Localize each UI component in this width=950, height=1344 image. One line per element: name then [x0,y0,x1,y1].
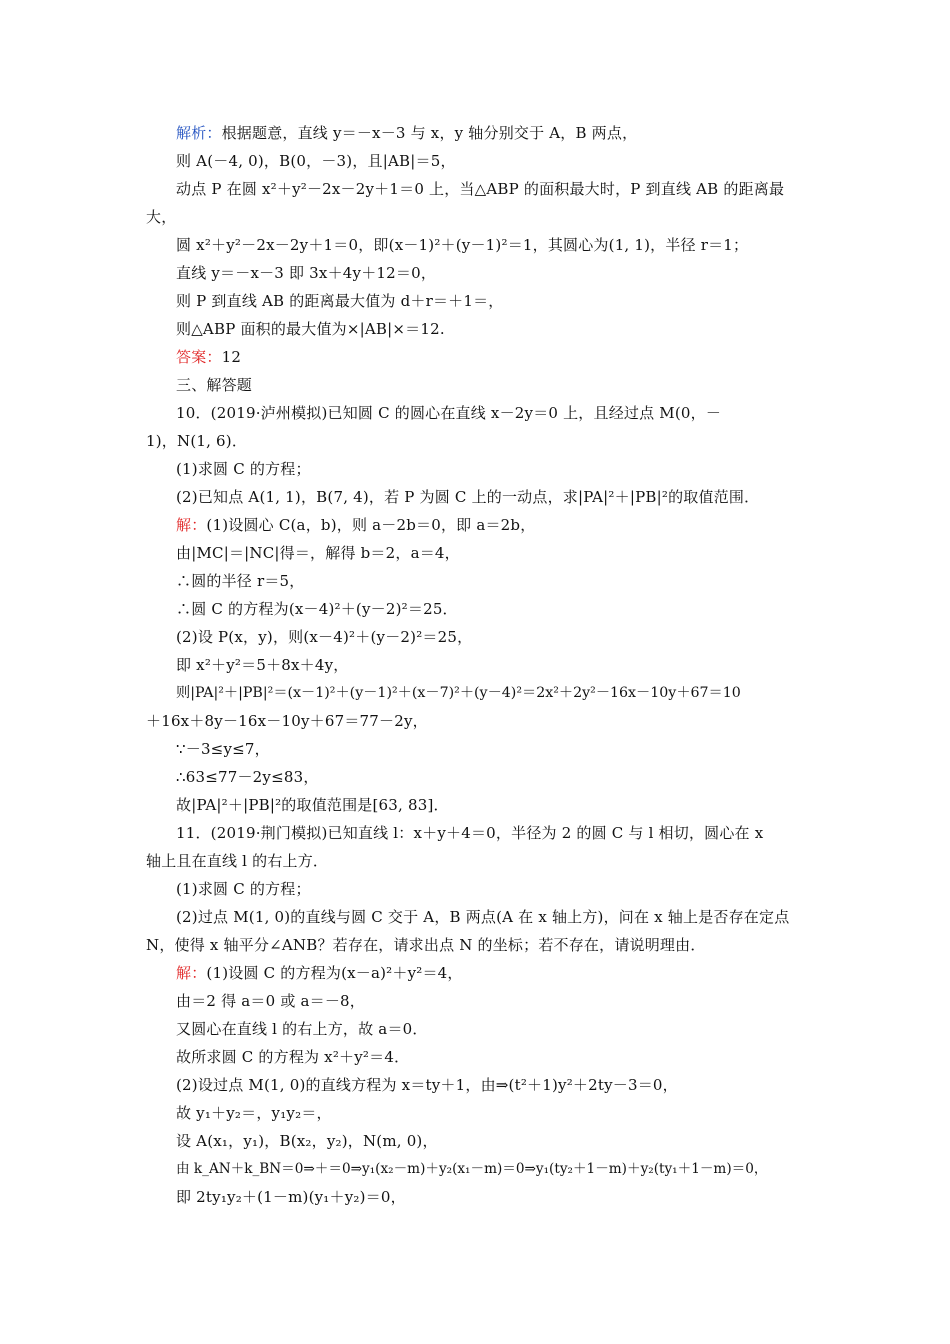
text-line: 即 2ty₁y₂＋(1－m)(y₁＋y₂)＝0， [176,1188,406,1206]
text-line: (1)求圆 C 的方程； [176,880,311,898]
section-heading: 三、解答题 [176,376,253,394]
text-line: 动点 P 在圆 x²＋y²－2x－2y＋1＝0 上，当△ABP 的面积最大时，P 到直线 AB 的距离最 [176,180,785,198]
text-line: 由|MC|＝|NC|得＝，解得 b＝2，a＝4， [176,544,460,562]
solution-line: 解：(1)设圆心 C(a，b)，则 a－2b＝0，即 a＝2b， [176,516,536,534]
answer-line: 答案：12 [176,348,242,366]
text-line: 圆 x²＋y²－2x－2y＋1＝0，即(x－1)²＋(y－1)²＝1，其圆心为(1, 1)，半径 r＝1； [176,236,749,254]
text-line: 则 P 到直线 AB 的距离最大值为 d＋r＝＋1＝， [176,292,504,310]
text-line: 设 A(x₁，y₁)，B(x₂，y₂)，N(m, 0)， [176,1132,438,1150]
text-line: 则 A(－4, 0)，B(0，－3)，且|AB|＝5， [176,152,456,170]
text-line: N，使得 x 轴平分∠ANB？若存在，请求出点 N 的坐标；若不存在，请说明理由． [146,936,706,954]
text-line: 即 x²＋y²＝5＋8x＋4y， [176,656,349,674]
text-line: 大， [146,208,177,226]
text-line: 故|PA|²＋|PB|²的取值范围是[63, 83]． [176,796,449,814]
text-line: 直线 y＝－x－3 即 3x＋4y＋12＝0， [176,264,437,282]
text-line: 由＝2 得 a＝0 或 a＝－8， [176,992,365,1010]
text-line: ＋16x＋8y－16x－10y＋67＝77－2y， [146,712,428,730]
problem-11-line: 11．(2019·荆门模拟)已知直线 l：x＋y＋4＝0，半径为 2 的圆 C 与 l 相切，圆心在 x [176,824,764,842]
text-line: (2)设过点 M(1, 0)的直线方程为 x＝ty＋1，由⇒(t²＋1)y²＋2ty－3＝0， [176,1076,678,1094]
text-line: 则|PA|²＋|PB|²＝(x－1)²＋(y－1)²＋(x－7)²＋(y－4)²＝2x²＋2y²－16x－10y＋67＝10 [176,685,741,701]
text-line: ∴圆的半径 r＝5， [176,572,305,590]
text-line: ∴63≤77－2y≤83， [176,768,319,786]
problem-10-line: 10．(2019·泸州模拟)已知圆 C 的圆心在直线 x－2y＝0 上，且经过点 M(0，－ [176,404,722,422]
solution-line: 解：(1)设圆 C 的方程为(x－a)²＋y²＝4， [176,964,463,982]
text-line: 故 y₁＋y₂＝，y₁y₂＝， [176,1104,332,1122]
text-line: 轴上且在直线 l 的右上方． [146,852,329,870]
text-line: (1)求圆 C 的方程； [176,460,311,478]
text-line: ∵－3≤y≤7， [176,740,270,758]
text-line: 1)，N(1, 6)． [146,432,248,450]
text-line: 又圆心在直线 l 的右上方，故 a＝0． [176,1020,428,1038]
text-line: ∴圆 C 的方程为(x－4)²＋(y－2)²＝25． [176,600,458,618]
answer-label: 答案： [176,348,222,366]
solution-label: 解： [176,964,207,982]
analysis-label: 解析： [176,124,222,142]
text-line: (2)已知点 A(1, 1)，B(7, 4)，若 P 为圆 C 上的一动点，求|PA|²＋|PB|²的取值范围． [176,488,760,506]
text-line: (2)设 P(x，y)，则(x－4)²＋(y－2)²＝25， [176,628,473,646]
text-line: 由 k_AN＋k_BN＝0⇒＋＝0⇒y₁(x₂－m)＋y₂(x₁－m)＝0⇒y₁(ty₂＋1－m)＋y₂(ty₁＋1－m)＝0， [176,1161,768,1177]
text-line: 则△ABP 面积的最大值为×|AB|×＝12. [176,320,445,338]
text-line: 解析：根据题意，直线 y＝－x－3 与 x，y 轴分别交于 A，B 两点， [176,124,638,142]
solution-label: 解： [176,516,207,534]
text-line: (2)过点 M(1, 0)的直线与圆 C 交于 A，B 两点(A 在 x 轴上方)，问在 x 轴上是否存在定点 [176,908,790,926]
text-line: 故所求圆 C 的方程为 x²＋y²＝4． [176,1048,410,1066]
